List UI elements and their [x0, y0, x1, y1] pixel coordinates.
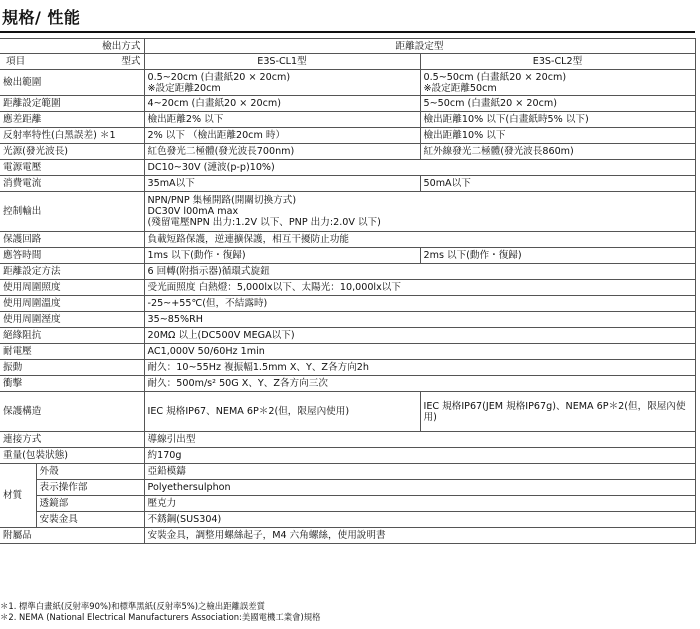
table-row — [0, 192, 695, 232]
material-value: 不銹鋼(SUS304) — [144, 512, 695, 528]
row-label-voltage: 電源電壓 — [0, 160, 144, 176]
table-row — [0, 248, 695, 264]
table-row — [0, 96, 695, 112]
table-row — [0, 144, 695, 160]
row-label-control-output: 控制輸出 — [0, 192, 144, 232]
material-value: 亞鉛模鑄 — [144, 464, 695, 480]
row-label-setting-method: 距離設定方法 — [0, 264, 144, 280]
footnote-2: ＊2. NEMA (National Electrical Manufacturers Association:美國電機工業會)規格 — [0, 612, 321, 622]
row-label-connection: 連接方式 — [0, 432, 144, 448]
header-method-label: 檢出方式 — [0, 39, 144, 54]
table-row — [0, 432, 695, 448]
row-label-vibration: 振動 — [0, 360, 144, 376]
table-header-row — [0, 54, 695, 70]
row-label-withstand: 耐電壓 — [0, 344, 144, 360]
row-label-protection: 保護回路 — [0, 232, 144, 248]
structure-model1: IEC 規格IP67、NEMA 6P＊2(但，限屋內使用) — [144, 392, 420, 432]
table-row — [0, 160, 695, 176]
table-row — [0, 128, 695, 144]
row-label-weight: 重量(包裝狀態) — [0, 448, 144, 464]
response-model2: 2ms 以下(動作・復歸) — [420, 248, 695, 264]
row-label-light-source: 光源(發光波長) — [0, 144, 144, 160]
setting-range-model2: 5~50cm (白畫紙20 × 20cm) — [420, 96, 695, 112]
material-sub-label: 安裝金具 — [36, 512, 144, 528]
row-label-ambient-humidity: 使用周圍溼度 — [0, 312, 144, 328]
title-divider — [0, 31, 695, 33]
header-item-model-cell — [0, 54, 144, 70]
light-source-model2: 紅外線發光二極體(發光波長860m) — [420, 144, 695, 160]
vibration-value: 耐久：10~55Hz 複振幅1.5mm X、Y、Z各方向2h — [144, 360, 695, 376]
table-row — [0, 344, 695, 360]
table-row — [0, 70, 695, 96]
current-model1: 35mA以下 — [144, 176, 420, 192]
material-value: Polyethersulphon — [144, 480, 695, 496]
ambient-light-value: 受光面照度 白熱燈：5,000lx以下、太陽光：10,000lx以下 — [144, 280, 695, 296]
row-label-structure: 保護構造 — [0, 392, 144, 432]
table-row — [0, 464, 695, 480]
ambient-humidity-value: 35~85%RH — [144, 312, 695, 328]
material-value: 壓克力 — [144, 496, 695, 512]
connection-value: 導線引出型 — [144, 432, 695, 448]
accessories-value: 安裝金具，調整用螺絲起子，M4 六角螺絲，使用說明書 — [144, 528, 695, 544]
material-sub-label: 外殼 — [36, 464, 144, 480]
protection-value: 負載短路保護，逆連擴保護，相互干擾防止功能 — [144, 232, 695, 248]
voltage-value: DC10~30V (漣波(p-p)10%) — [144, 160, 695, 176]
table-row — [0, 360, 695, 376]
ambient-temp-value: -25~+55℃(但，不結露時) — [144, 296, 695, 312]
page-title: 規格/ 性能 — [2, 8, 81, 27]
header-model1: E3S-CL1型 — [144, 54, 420, 70]
row-label-reflect: 反射率特性(白黑誤差) ＊1 — [0, 128, 144, 144]
row-label-insulation: 絕緣阻抗 — [0, 328, 144, 344]
withstand-value: AC1,000V 50/60Hz 1min — [144, 344, 695, 360]
table-row — [0, 512, 695, 528]
material-sub-label: 透鏡部 — [36, 496, 144, 512]
table-row — [0, 280, 695, 296]
table-row — [0, 528, 695, 544]
spec-table — [0, 38, 696, 544]
row-label-accessories: 附屬品 — [0, 528, 144, 544]
header-item-label: 項目 — [6, 56, 26, 67]
table-row — [0, 392, 695, 432]
table-row — [0, 312, 695, 328]
table-row — [0, 264, 695, 280]
table-row — [0, 496, 695, 512]
hysteresis-model2: 檢出距離10% 以下(白畫紙時5% 以下) — [420, 112, 695, 128]
setting-method-value: 6 回轉(附指示器)循環式旋鈕 — [144, 264, 695, 280]
response-model1: 1ms 以下(動作・復歸) — [144, 248, 420, 264]
row-label-material: 材質 — [0, 464, 36, 528]
row-label-ambient-light: 使用周圍照度 — [0, 280, 144, 296]
header-model2: E3S-CL2型 — [420, 54, 695, 70]
light-source-model1: 紅色發光二極體(發光波長700nm) — [144, 144, 420, 160]
row-label-detect-range: 檢出範圍 — [0, 70, 144, 96]
detect-range-model2: 0.5~50cm (白畫紙20 × 20cm) ※設定距離50cm — [420, 70, 695, 96]
row-label-ambient-temp: 使用周圍溫度 — [0, 296, 144, 312]
table-row — [0, 480, 695, 496]
footnote-1: ＊1. 標準白畫紙(反射率90%)和標準黑紙(反射率5%)之檢出距離誤差質 — [0, 601, 265, 611]
table-row — [0, 376, 695, 392]
shock-value: 耐久：500m/s² 50G X、Y、Z各方向三次 — [144, 376, 695, 392]
hysteresis-model1: 檢出距離2% 以下 — [144, 112, 420, 128]
setting-range-model1: 4~20cm (白畫紙20 × 20cm) — [144, 96, 420, 112]
detect-range-model1: 0.5~20cm (白畫紙20 × 20cm) ※設定距離20cm — [144, 70, 420, 96]
insulation-value: 20MΩ 以上(DC500V MEGA以下) — [144, 328, 695, 344]
weight-value: 約170g — [144, 448, 695, 464]
table-row — [0, 176, 695, 192]
row-label-shock: 衝擊 — [0, 376, 144, 392]
row-label-current: 消費電流 — [0, 176, 144, 192]
table-row — [0, 328, 695, 344]
row-label-setting-range: 距離設定範圍 — [0, 96, 144, 112]
table-row — [0, 232, 695, 248]
table-row — [0, 112, 695, 128]
row-label-response: 應答時間 — [0, 248, 144, 264]
control-output-value: NPN/PNP 集極開路(開關切換方式) DC30V l00mA max (殘留電壓NPN 出力:1.2V 以下、PNP 出力:2.0V 以下) — [144, 192, 695, 232]
material-sub-label: 表示操作部 — [36, 480, 144, 496]
current-model2: 50mA以下 — [420, 176, 695, 192]
table-row — [0, 296, 695, 312]
row-label-hysteresis: 應差距離 — [0, 112, 144, 128]
structure-model2: IEC 規格IP67(JEM 規格IP67g)、NEMA 6P＊2(但，限屋內使用) — [420, 392, 695, 432]
header-range-setting: 距離設定型 — [144, 39, 695, 54]
reflect-model2: 檢出距離10% 以下 — [420, 128, 695, 144]
table-row — [0, 448, 695, 464]
header-model-label: 型式 — [121, 56, 141, 67]
reflect-model1: 2% 以下 （檢出距離20cm 時） — [144, 128, 420, 144]
